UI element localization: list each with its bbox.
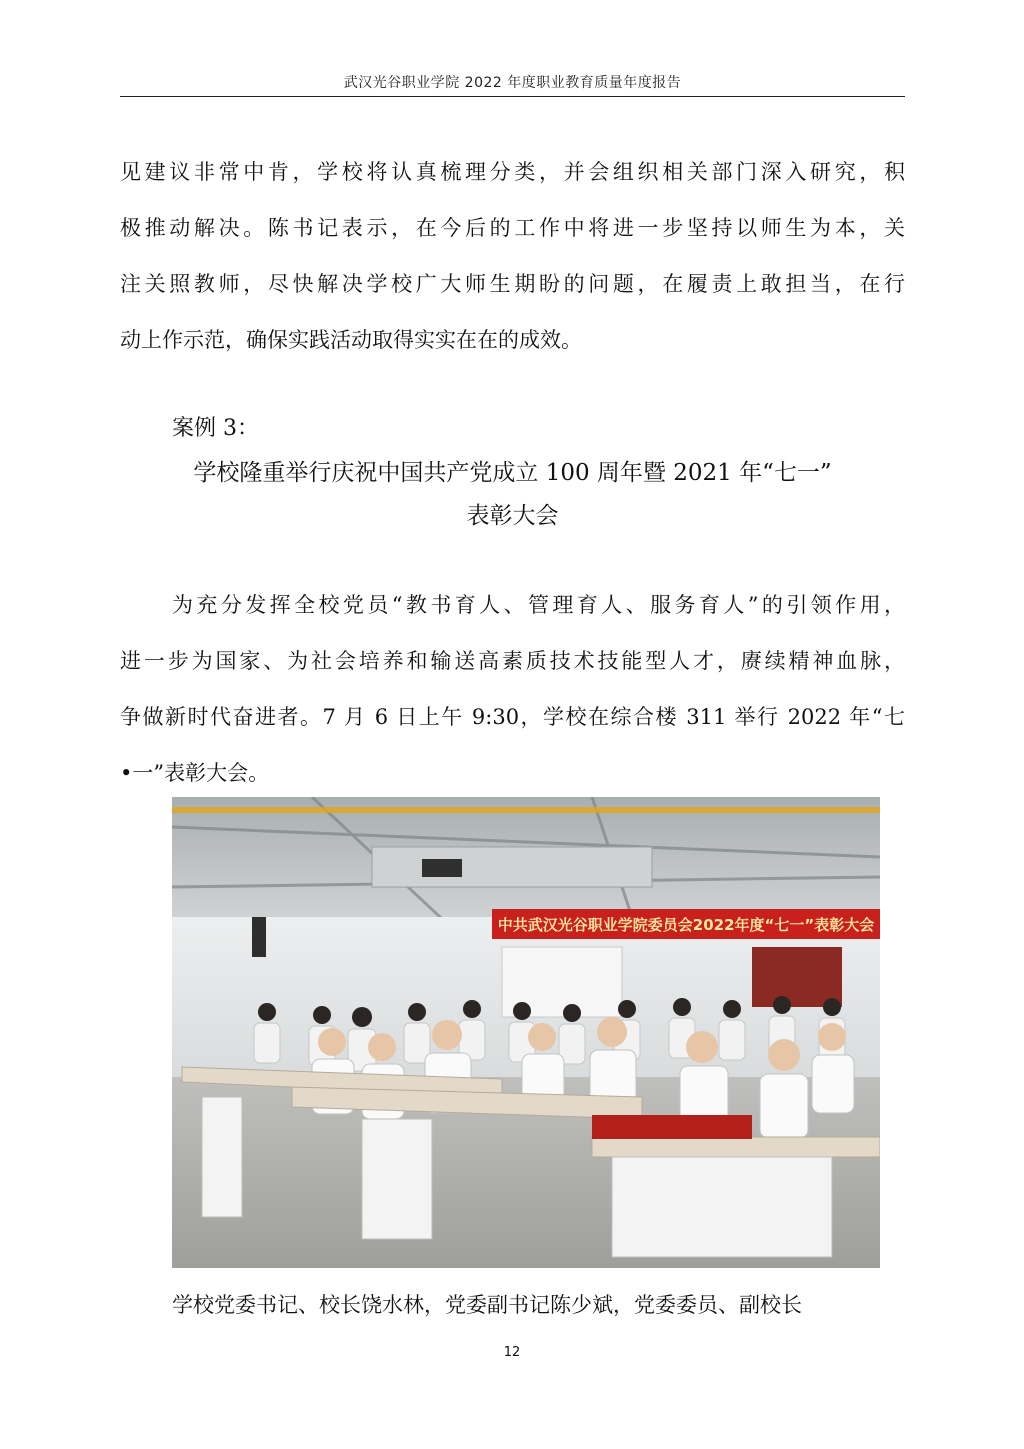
case-label: 案例 3： <box>172 416 259 441</box>
paragraph-1-line-2: 极推动解决。陈书记表示，在今后的工作中将进一步坚持以师生为本，关 <box>120 216 905 240</box>
header-divider <box>120 96 905 97</box>
case-title-line-2: 表彰大会 <box>466 503 559 529</box>
speaker <box>252 917 266 957</box>
paragraph-1-line-3: 注关照教师，尽快解决学校广大师生期盼的问题，在履责上敢担当，在行 <box>120 272 905 296</box>
paragraph-2-line-3: 争做新时代奋进者。7 月 6 日上午 9:30，学校在综合楼 311 举行 2022 年“七 <box>120 705 905 729</box>
banner-text: 中共武汉光谷职业学院委员会2022年度“七一”表彰大会 <box>497 916 875 934</box>
page-number: 12 <box>503 1345 521 1360</box>
page-header-title: 武汉光谷职业学院 2022 年度职业教育质量年度报告 <box>343 75 682 91</box>
case-title <box>120 452 905 538</box>
yellow-duct <box>172 807 880 813</box>
paragraph-2-line-4: •一”表彰大会。 <box>120 761 270 785</box>
paragraph-1-line-4: 动上作示范，确保实践活动取得实实在在的成效。 <box>120 328 582 352</box>
ceremony-photo-illustration <box>172 797 880 1268</box>
award-certificates <box>592 1115 752 1139</box>
paragraph-1-line-1: 见建议非常中肯，学校将认真梳理分类，并会组织相关部门深入研究，积 <box>120 160 905 184</box>
paragraph-2-line-1: 为充分发挥全校党员“教书育人、管理育人、服务育人”的引领作用， <box>172 593 905 617</box>
projector <box>422 859 462 877</box>
case-title-line-1: 学校隆重举行庆祝中国共产党成立 100 周年暨 2021 年“七一” <box>193 460 832 486</box>
paragraph-2-line-2: 进一步为国家、为社会培养和输送高素质技术技能型人才，赓续精神血脉， <box>120 649 905 673</box>
paragraph-2 <box>120 577 905 801</box>
photo-caption: 学校党委书记、校长饶水林，党委副书记陈少斌，党委委员、副校长 <box>172 1293 802 1317</box>
ceiling-vent-panel <box>372 847 652 887</box>
paragraph-1 <box>120 144 905 368</box>
screen <box>752 947 842 1007</box>
ceremony-photo <box>172 797 880 1268</box>
